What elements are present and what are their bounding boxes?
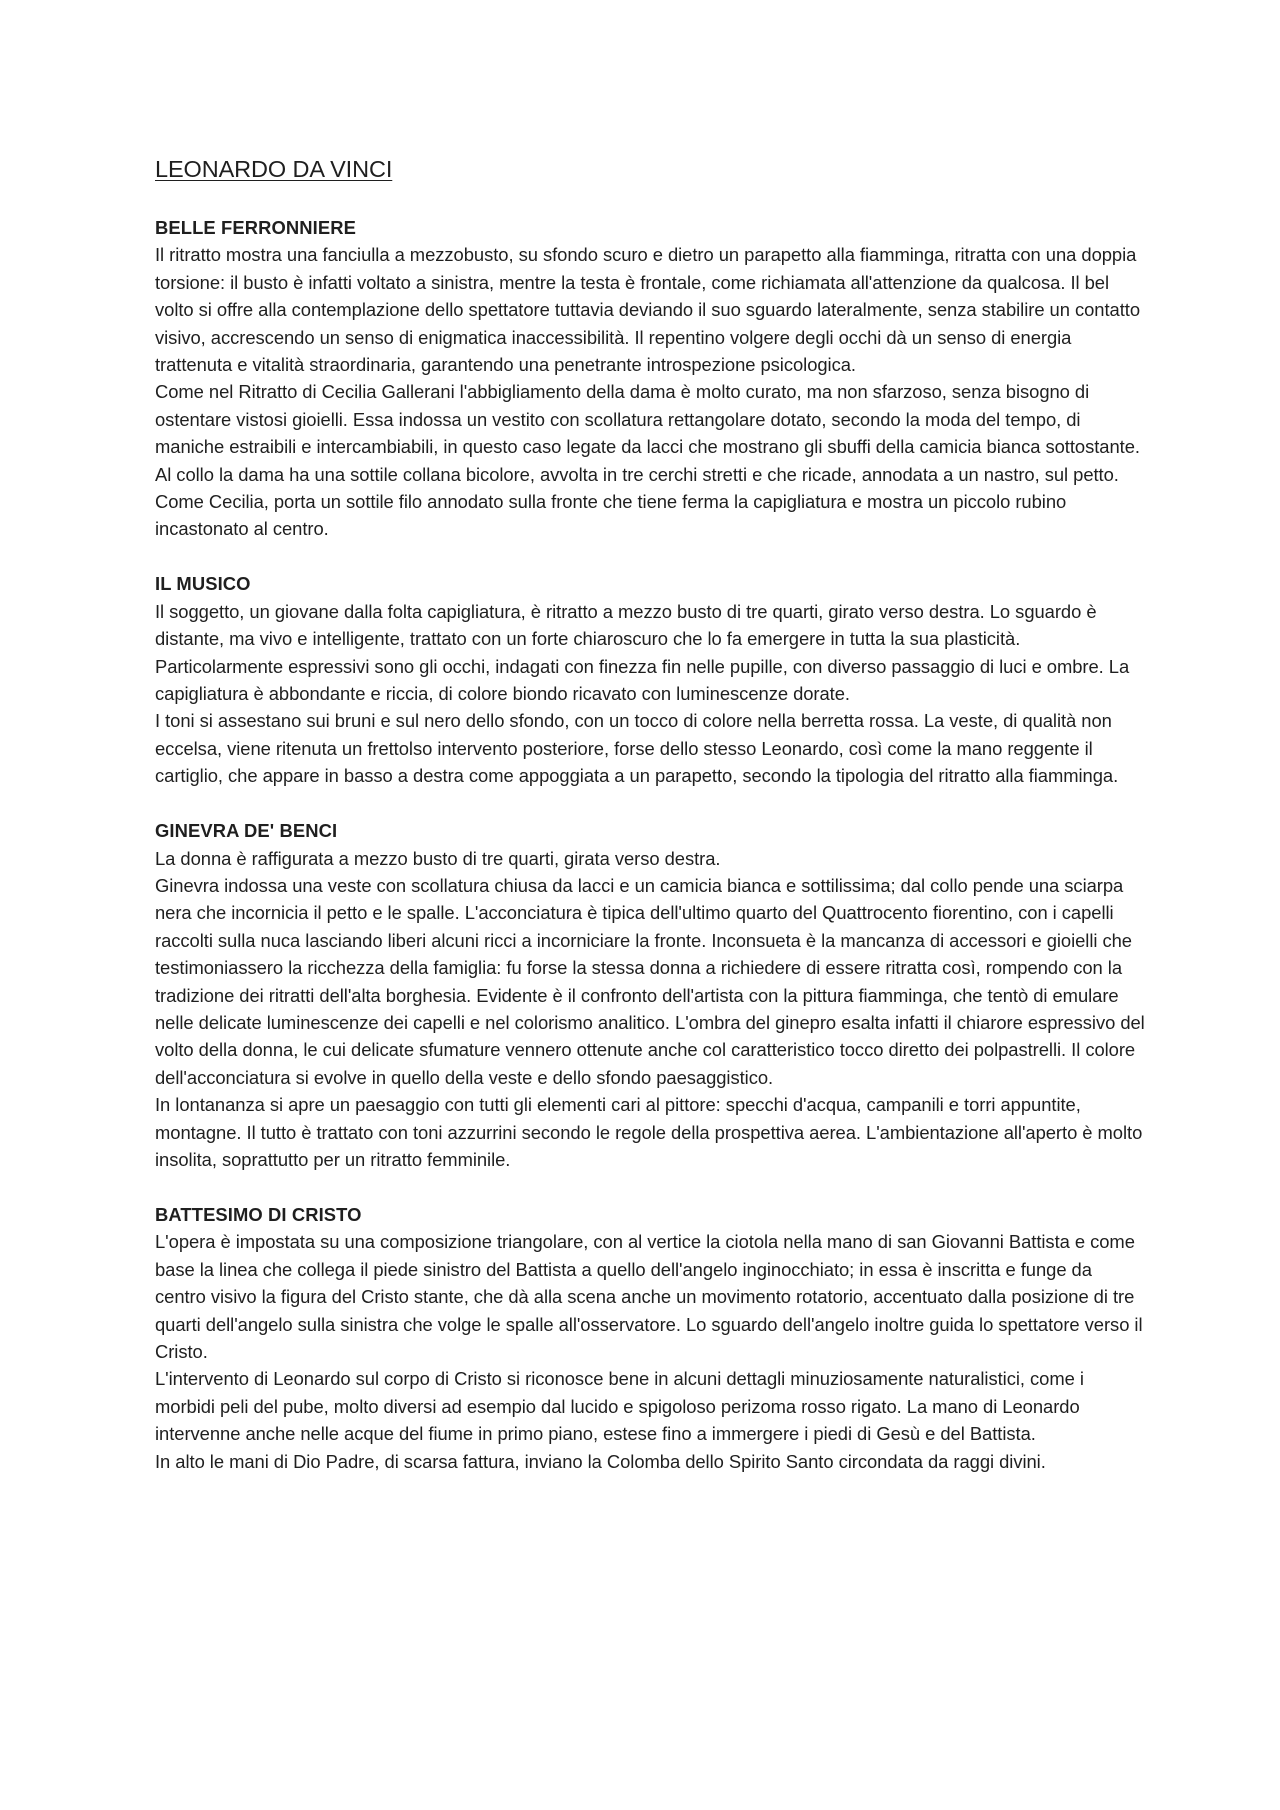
document-title: LEONARDO DA VINCI <box>155 156 393 182</box>
paragraph: In alto le mani di Dio Padre, di scarsa fattura, inviano la Colomba dello Spirito Santo circondata da raggi divini. <box>155 1450 1046 1472</box>
section-il-musico <box>155 570 1145 789</box>
section-heading: IL MUSICO <box>155 573 251 595</box>
paragraph: Ginevra indossa una veste con scollatura chiusa da lacci e un camicia bianca e sottilissima; dal collo pende una sciarpa nera che incornicia il petto e le spalle. L'acconciatura è tipica dell'ultimo quarto del Quattrocento fiorentino, con i capelli raccolti sulla nuca lasciando liberi alcuni ricci a incorniciare la fronte. Inconsueta è la mancanza di accessori e gioielli che testimoniassero la ricchezza della famiglia: fu forse la stessa donna a richiedere di essere ritratta così, rompendo con la tradizione dei ritratti dell'alta borghesia. Evidente è il confronto dell'artista con la pittura fiamminga, che tentò di emulare nelle delicate luminescenze dei capelli e nel colorismo analitico. L'ombra del ginepro esalta infatti il chiarore espressivo del volto della donna, le cui delicate sfumature vennero ottenute anche col caratteristico tocco diretto dei polpastrelli. Il colore dell'acconciatura si evolve in quello della veste e dello sfondo paesaggistico. <box>155 874 1145 1088</box>
paragraph: In lontananza si apre un paesaggio con tutti gli elementi cari al pittore: specchi d'acqua, campanili e torri appuntite, montagne. Il tutto è trattato con toni azzurrini secondo le regole della prospettiva aerea. L'ambientazione all'aperto è molto insolita, soprattutto per un ritratto femminile. <box>155 1094 1143 1170</box>
paragraph: Il soggetto, un giovane dalla folta capigliatura, è ritratto a mezzo busto di tre quarti, girato verso destra. Lo sguardo è distante, ma vivo e intelligente, trattato con un forte chiaroscuro che lo fa emergere in tutta la sua plasticità. Particolarmente espressivi sono gli occhi, indagati con finezza fin nelle pupille, con diverso passaggio di luci e ombre. La capigliatura è abbondante e riccia, di colore biondo ricavato con luminescenze dorate. <box>155 600 1130 704</box>
section-heading: BELLE FERRONNIERE <box>155 217 356 238</box>
section-ginevra-de-benci <box>155 817 1145 1173</box>
paragraph: L'opera è impostata su una composizione triangolare, con al vertice la ciotola nella mano di san Giovanni Battista e come base la linea che collega il piede sinistro del Battista a quello dell'angelo inginocchiato; in essa è inscritta e funge da centro visivo la figura del Cristo stante, che dà alla scena anche un movimento rotatorio, accentuato dalla posizione di tre quarti dell'angelo sulla sinistra che volge le spalle all'osservatore. Lo sguardo dell'angelo inoltre guida lo spettatore verso il Cristo. <box>155 1231 1143 1362</box>
paragraph: L'intervento di Leonardo sul corpo di Cristo si riconosce bene in alcuni dettagli minuziosamente naturalistici, come i morbidi peli del pube, molto diversi ad esempio dal lucido e spigoloso perizoma rosso rigato. La mano di Leonardo intervenne anche nelle acque del fiume in primo piano, estese fino a immergere i piedi di Gesù e del Battista. <box>155 1368 1084 1445</box>
section-belle-ferronniere <box>155 214 1145 543</box>
paragraph: Il ritratto mostra una fanciulla a mezzobusto, su sfondo scuro e dietro un parapetto alla fiamminga, ritratta con una doppia torsione: il busto è infatti voltato a sinistra, mentre la testa è frontale, come richiamata all'attenzione da qualcosa. Il bel volto si offre alla contemplazione dello spettatore tuttavia deviando il suo sguardo lateralmente, senza stabilire un contatto visivo, accrescendo un senso di enigmatica inaccessibilità. Il repentino volgere degli occhi dà un senso di energia trattenuta e vitalità straordinaria, garantendo una penetrante introspezione psicologica. <box>155 244 1141 376</box>
section-heading: GINEVRA DE' BENCI <box>155 820 338 842</box>
paragraph: I toni si assestano sui bruni e sul nero dello sfondo, con un tocco di colore nella berretta rossa. La veste, di qualità non eccelsa, viene ritenuta un frettolso intervento posteriore, forse dello stesso Leonardo, così come la mano reggente il cartiglio, che appare in basso a destra come appoggiata a un parapetto, secondo la tipologia del ritratto alla fiamminga. <box>155 710 1119 787</box>
section-heading: BATTESIMO DI CRISTO <box>155 1203 362 1225</box>
section-battesimo-di-cristo <box>155 1201 1145 1475</box>
document-page <box>155 152 1145 1502</box>
paragraph: La donna è raffigurata a mezzo busto di tre quarti, girata verso destra. <box>155 847 721 869</box>
paragraph: Come nel Ritratto di Cecilia Gallerani l'abbigliamento della dama è molto curato, ma non sfarzoso, senza bisogno di ostentare vistosi gioielli. Essa indossa un vestito con scollatura rettangolare dotato, secondo la moda del tempo, di maniche estraibili e intercambiabili, in questo caso legate da lacci che mostrano gli sbuffi della camicia bianca sottostante. Al collo la dama ha una sottile collana bicolore, avvolta in tre cerchi stretti e che ricade, annodata a un nastro, sul petto. Come Cecilia, porta un sottile filo annodato sulla fronte che tiene ferma la capigliatura e mostra un piccolo rubino incastonato al centro. <box>155 381 1140 540</box>
